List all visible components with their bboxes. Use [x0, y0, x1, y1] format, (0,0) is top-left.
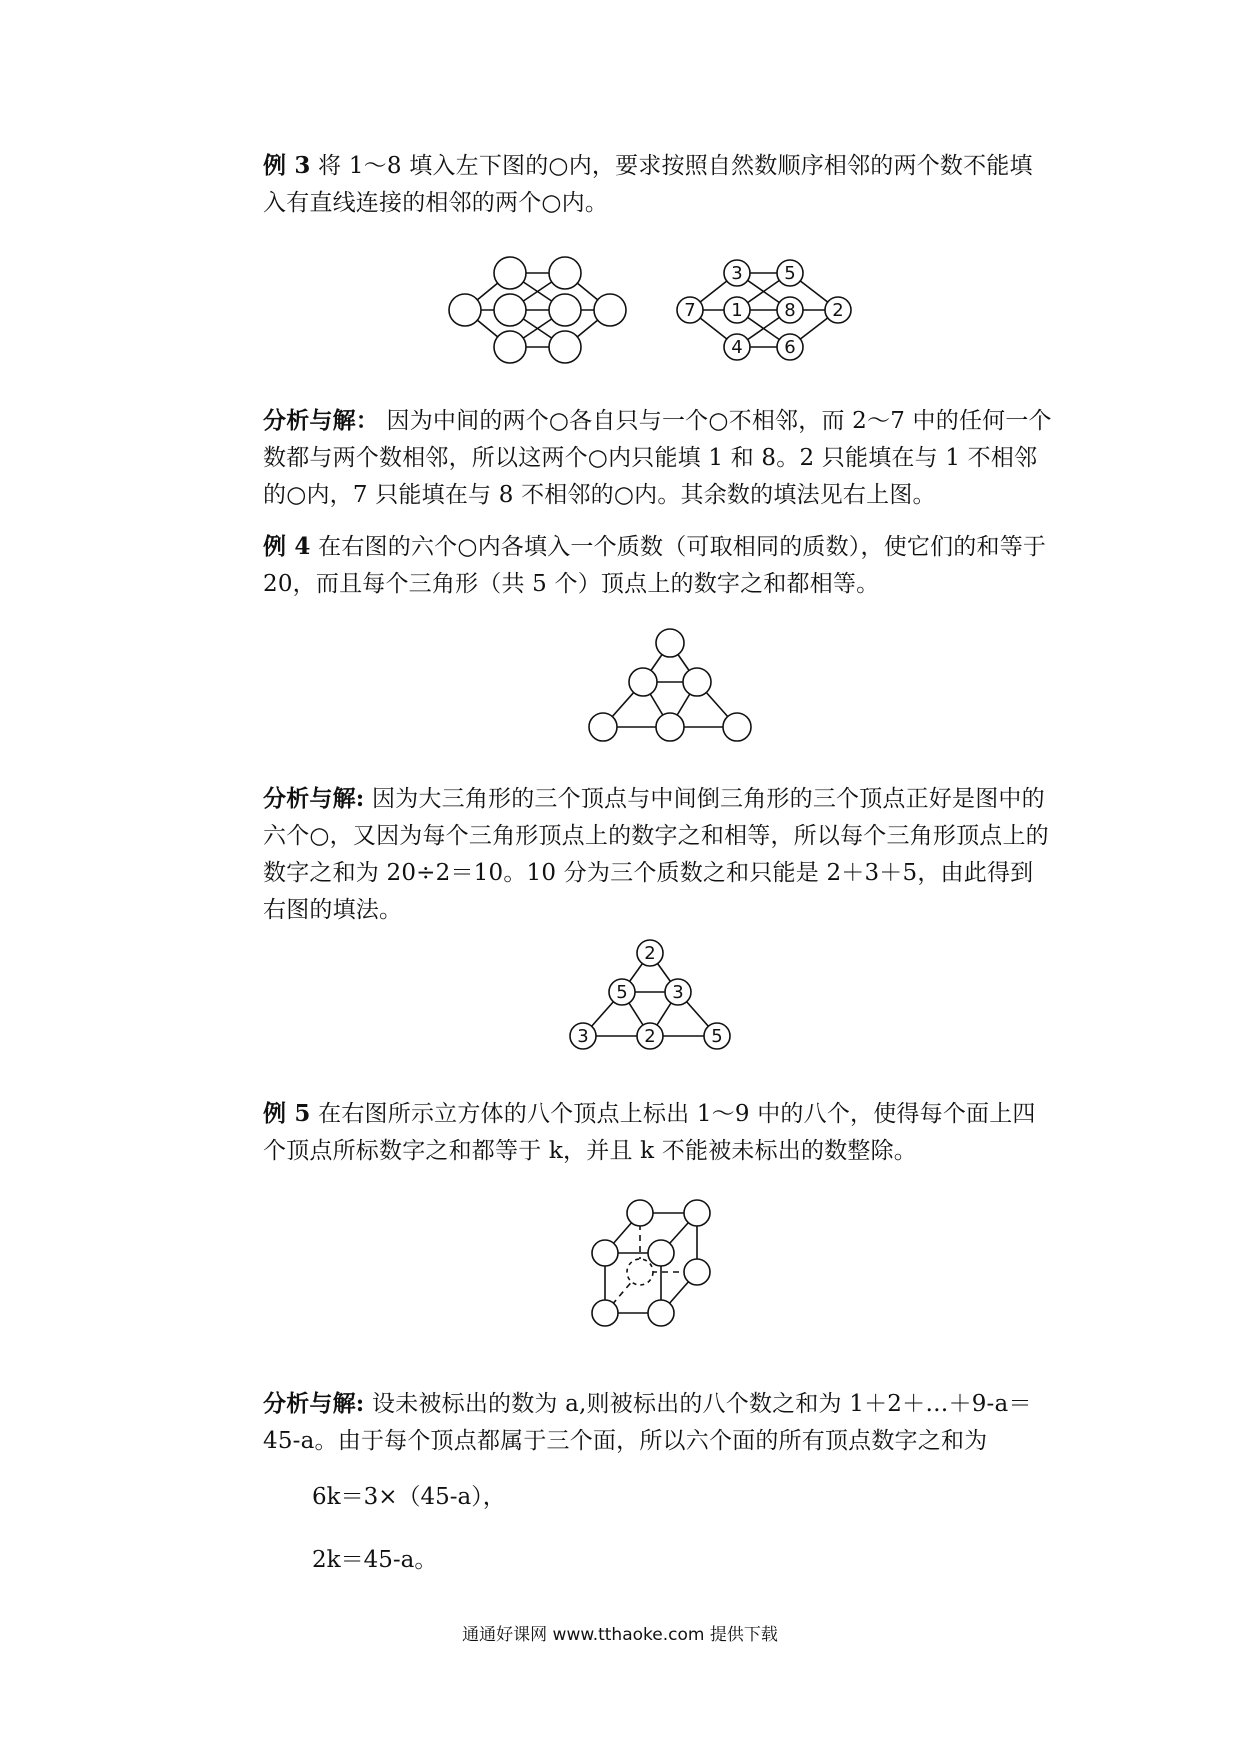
analysis-text: 因为大三角形的三个顶点与中间倒三角形的三个顶点正好是图中的六个○，又因为每个三角形顶点上的数字之和相等，所以每个三角形顶点上的数字之和为 20÷2＝10。10 分为三个质数之和只能是 2＋3＋5，由此得到右图的填法。 [263, 786, 1049, 923]
node-label: 5 [616, 982, 628, 1003]
node-label: 4 [731, 337, 743, 358]
node-circle [549, 331, 581, 363]
node-label: 1 [731, 300, 743, 321]
node-circle [494, 331, 526, 363]
analysis-label: 分析与解: [263, 785, 365, 812]
example-label: 例 4 [263, 533, 311, 560]
example-label: 例 5 [263, 1100, 311, 1127]
example-3-statement [263, 147, 1053, 222]
node-label: 6 [784, 337, 796, 358]
node-label: 8 [784, 300, 796, 321]
node-label: 3 [731, 263, 743, 284]
example-text: 在右图所示立方体的八个顶点上标出 1～9 中的八个，使得每个面上四个顶点所标数字之和都等于 k，并且 k 不能被未标出的数整除。 [263, 1101, 1036, 1164]
example-5-statement [263, 1095, 1053, 1170]
node-label: 2 [832, 300, 844, 321]
analysis-text: 因为中间的两个○各自只与一个○不相邻，而 2～7 中的任何一个数都与两个数相邻，所以这两个○内只能填 1 和 8。2 只能填在与 1 不相邻的○内，7 只能填在与 8 不相邻的○内。其余数的填法见右上图。 [263, 408, 1052, 508]
node-circle [549, 294, 581, 326]
analysis-3 [263, 402, 1053, 514]
node-label: 5 [784, 263, 796, 284]
node-circle [494, 294, 526, 326]
equation-2: 2k＝45-a。 [312, 1547, 438, 1573]
example-label: 例 3 [263, 152, 311, 179]
node-label: 5 [711, 1026, 723, 1047]
page-footer: 通通好课网 www.tthaoke.com 提供下载 [462, 1625, 778, 1645]
example-text: 在右图的六个○内各填入一个质数（可取相同的质数），使它们的和等于 20，而且每个三角形（共 5 个）顶点上的数字之和都相等。 [263, 534, 1047, 597]
analysis-text: 设未被标出的数为 a,则被标出的八个数之和为 1＋2＋…＋9-a＝45-a。由于每个顶点都属于三个面，所以六个面的所有顶点数字之和为 [263, 1391, 1032, 1454]
figure-4-triangle-empty [580, 625, 760, 745]
analysis-label: 分析与解： [263, 407, 379, 434]
node-circle [449, 294, 481, 326]
figure-3-diagram [440, 255, 920, 385]
figure-3-left-empty [449, 257, 626, 363]
analysis-4 [263, 780, 1053, 929]
node-label: 3 [577, 1026, 589, 1047]
figure-5-cube [585, 1195, 745, 1345]
node-label: 3 [672, 982, 684, 1003]
example-text: 将 1～8 填入左下图的○内，要求按照自然数顺序相邻的两个数不能填入有直线连接的相邻的两个○内。 [263, 153, 1033, 216]
node-circle [549, 257, 581, 289]
figure-4-triangle-solved [565, 938, 735, 1058]
equation-1: 6k＝3×（45-a）， [312, 1484, 506, 1510]
node-label: 2 [644, 1026, 656, 1047]
node-label: 2 [644, 943, 656, 964]
node-circle [494, 257, 526, 289]
node-label: 7 [684, 300, 696, 321]
analysis-label: 分析与解: [263, 1390, 365, 1417]
figure-3-right-solved [677, 260, 851, 360]
example-4-statement [263, 528, 1053, 603]
analysis-5 [263, 1385, 1053, 1460]
node-circle [594, 294, 626, 326]
